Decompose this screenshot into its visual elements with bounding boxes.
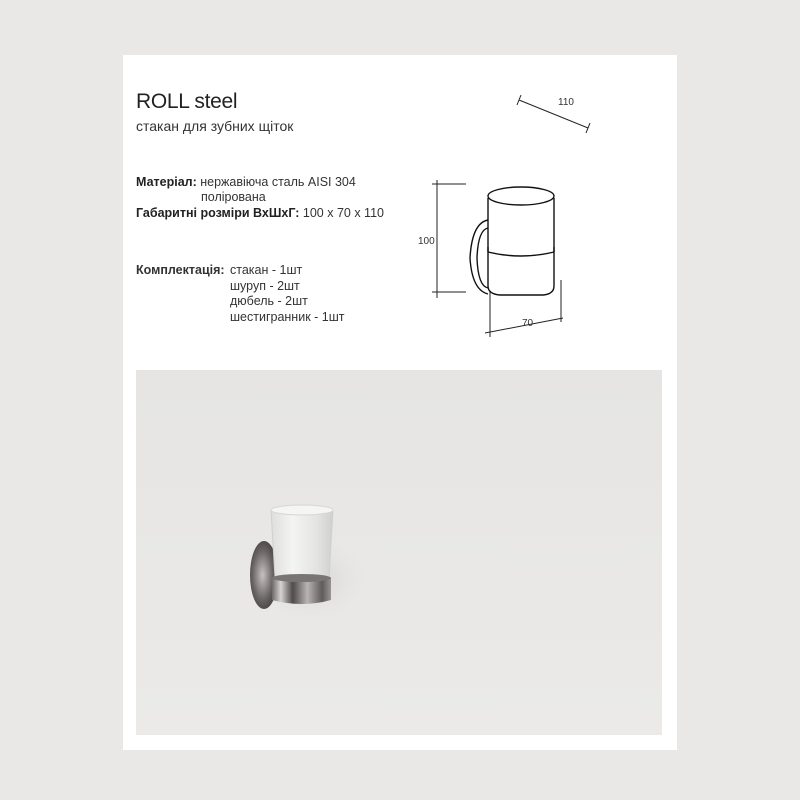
kit-item: дюбель - 2шт	[230, 294, 308, 308]
material-value-line2: полірована	[201, 190, 266, 204]
material-value: нержавіюча сталь AISI 304	[200, 175, 356, 189]
product-subtitle: стакан для зубних щіток	[136, 118, 294, 134]
kit-label: Комплектація:	[136, 263, 225, 277]
depth-label: 110	[558, 97, 574, 108]
kit-list	[230, 263, 344, 325]
product-title: ROLL steel	[136, 90, 238, 113]
height-label: 100	[418, 236, 435, 247]
kit-item: шуруп - 2шт	[230, 278, 300, 293]
product-photo	[136, 370, 662, 735]
width-label: 70	[522, 318, 534, 329]
toothbrush-holder-image	[136, 370, 662, 735]
material-label: Матеріал:	[136, 175, 197, 189]
product-sheet	[123, 55, 677, 750]
material-row	[136, 175, 356, 191]
dimensions-label: Габаритні розміри ВхШхГ:	[136, 206, 300, 220]
dimensions-row	[136, 206, 384, 222]
dimensions-value: 100 х 70 х 110	[302, 206, 384, 220]
kit-item: шестигранник - 1шт	[230, 309, 345, 324]
kit-item: стакан - 1шт	[230, 263, 303, 277]
technical-drawing	[408, 90, 608, 329]
